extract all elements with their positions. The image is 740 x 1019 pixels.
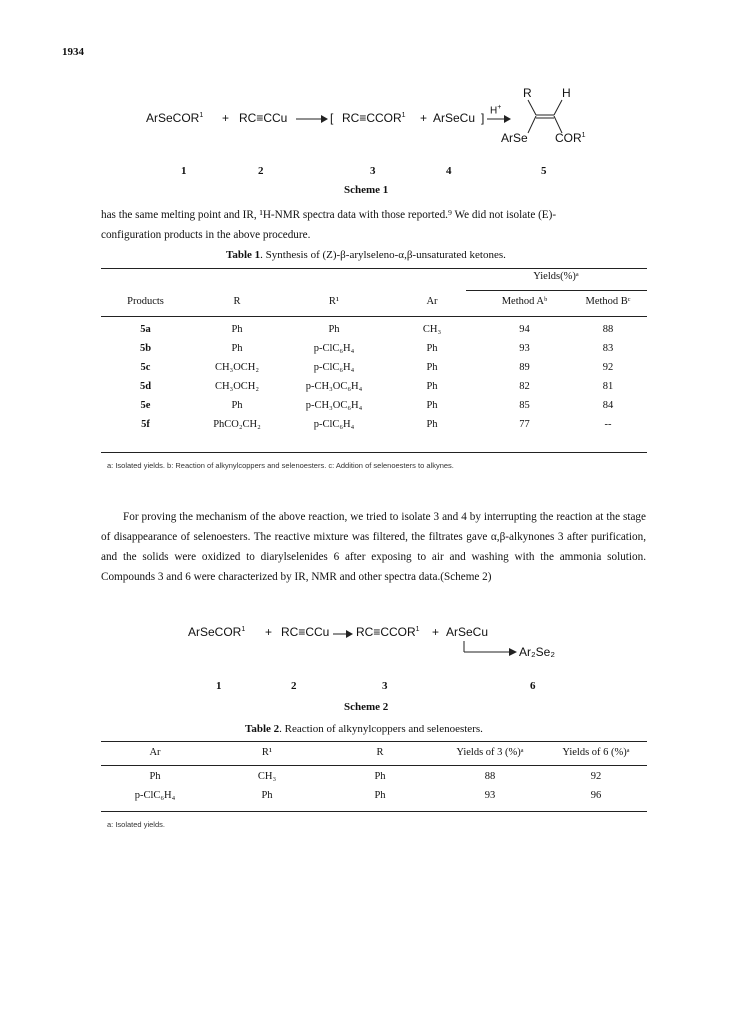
table2-footnote: a: Isolated yields. [107, 820, 165, 829]
table2-bottom-rule [101, 811, 647, 812]
table1-cell: 84 [602, 400, 614, 411]
table-row [101, 339, 647, 358]
scheme2-plus-2: + [432, 625, 440, 639]
table1-cell: p-CH₃OC₆H₄ [305, 400, 363, 411]
table1-cell: 83 [602, 343, 614, 354]
scheme1-plus: + [222, 111, 230, 125]
paragraph-2: For proving the mechanism of the above reaction, we tried to isolate 3 and 4 by interrupting the reaction at the stage of disappearance of selenoesters. The reactive mixture was filtered, the filtrates gave α,β-alkynones 3 after purification, and the solids were oxidized to diarylselenides 6 after exposing to air and washing with the ammonia solution. Compounds 3 and 6 were characterized by IR, NMR and other spectra data.(Scheme 2) [101, 511, 646, 583]
table1-cell: CH₃ [422, 324, 442, 335]
table1-cell: PhCO₂CH₂ [213, 419, 261, 430]
scheme1-product-cor: COR$^1$ [555, 131, 586, 145]
table1 [101, 292, 647, 311]
scheme2-product-alkynone: $RC\equiv CCOR^1$ [356, 625, 420, 639]
table2-caption: Table 2. Reaction of alkynylcoppers and selenoesters. [245, 723, 483, 735]
table-row [101, 396, 647, 415]
table1-cell: CH₃OCH₂ [214, 381, 260, 392]
table2-cell: 88 [484, 771, 496, 782]
table1-product: 5f [141, 419, 150, 430]
scheme2-arrow [332, 629, 354, 639]
table1-header: Method Bᶜ [585, 296, 631, 307]
paragraph-1-line: configuration products in the above procedure. [101, 229, 311, 241]
table2-cell: p-ClC₆H₄ [134, 790, 176, 801]
table1-header-rule [101, 316, 647, 317]
scheme1-product-arse: ArSe [501, 131, 528, 145]
scheme2-oxidation-arrow [462, 640, 518, 658]
table1-header: R¹ [328, 296, 340, 307]
scheme1-product-h: H [562, 86, 571, 100]
scheme1-intermediate-alkynone: $RC\equiv CCOR^1$ [342, 111, 406, 125]
scheme2-caption: Scheme 2 [344, 701, 389, 713]
table1-cell: Ph [426, 362, 438, 373]
paragraph-1 [101, 205, 646, 245]
table1-product: 5d [139, 381, 152, 392]
scheme1-reagent-proton: H+ [490, 104, 502, 117]
table2-cell: Ph [149, 771, 161, 782]
table1-cell: Ph [231, 343, 243, 354]
table-row [101, 767, 647, 786]
page-number: 1934 [62, 46, 84, 58]
scheme1-compound-number: 5 [541, 165, 547, 177]
table1-top-rule [101, 268, 647, 269]
table2-body [101, 767, 647, 805]
scheme2-reactant-alkynylcopper: RC≡CCu [281, 625, 330, 639]
table2-header-row [101, 743, 647, 762]
table2-cell: Ph [374, 771, 386, 782]
table1-cell: Ph [426, 381, 438, 392]
table1-header: Products [127, 296, 164, 307]
table1-cell: 88 [602, 324, 614, 335]
table-row [101, 358, 647, 377]
table1-cell: Ph [426, 343, 438, 354]
scheme1-compound-number: 1 [181, 165, 187, 177]
table1-header-row [101, 292, 647, 311]
scheme-1 [0, 0, 740, 200]
table1-cell: CH₃OCH₂ [214, 362, 260, 373]
table1-cell: 82 [519, 381, 530, 392]
scheme2-product-arsecu: ArSeCu [446, 625, 489, 639]
table1-product: 5c [140, 362, 151, 373]
table1-cell: 92 [602, 362, 614, 373]
scheme1-arrow-2 [486, 114, 512, 124]
table2-cell: Ph [374, 790, 386, 801]
table2-cell: 93 [484, 790, 496, 801]
table1-cell: Ph [231, 324, 243, 335]
scheme1-compound-number: 4 [446, 165, 452, 177]
table1-cell: p-ClC₆H₄ [313, 343, 355, 354]
scheme2-compound-number: 2 [291, 680, 297, 692]
scheme1-caption: Scheme 1 [344, 184, 389, 196]
table2-header-rule [101, 765, 647, 766]
table1-group-header: Yields(%)ᵃ [533, 271, 579, 282]
table1-cell: Ph [426, 400, 438, 411]
table-row [101, 377, 647, 396]
table2-cell: Ph [261, 790, 273, 801]
table1-body [101, 320, 647, 434]
table1-cell: p-ClC₆H₄ [313, 362, 355, 373]
table1-footnote: a: Isolated yields. b: Reaction of alkynylcoppers and selenoesters. c: Addition of selenoesters to alkynes. [107, 461, 454, 470]
scheme-2 [0, 600, 740, 720]
table1-cell: Ph [328, 324, 340, 335]
table1-cell: Ph [231, 400, 243, 411]
table1-cell: 93 [519, 343, 530, 354]
table2-header: Yields of 6 (%)ᵃ [562, 747, 630, 758]
scheme2-plus: + [265, 625, 273, 639]
table2-cell: CH₃ [257, 771, 277, 782]
scheme1-plus-2: + [420, 111, 428, 125]
table1-header: Method Aᵇ [501, 296, 548, 307]
scheme1-compound-number: 2 [258, 165, 264, 177]
table1-group-rule [466, 290, 647, 291]
table1-header: Ar [426, 296, 438, 307]
table2-header: Ar [149, 747, 161, 758]
scheme1-intermediate-arsecu: ArSeCu [433, 111, 476, 125]
scheme1-reactant-selenoester: ArSeCOR$^1$ [146, 111, 204, 125]
scheme1-reactant-alkynylcopper: RC≡CCu [239, 111, 288, 125]
scheme1-bracket-open: [ [330, 111, 334, 125]
scheme1-arrow [295, 114, 329, 124]
scheme2-reactant-selenoester: ArSeCOR$^1$ [188, 625, 246, 639]
table2-header: R¹ [261, 747, 273, 758]
table2-header: Yields of 3 (%)ᵃ [456, 747, 524, 758]
paragraph-1-line: has the same melting point and IR, ¹H-NMR spectra data with those reported.⁹ We did not isolate (E)- [101, 209, 557, 221]
table1-cell: 85 [519, 400, 530, 411]
table1-cell: 89 [519, 362, 530, 373]
table1-header: R [233, 296, 241, 307]
table-row [101, 786, 647, 805]
table1-cell: 81 [602, 381, 614, 392]
table1-cell: p-CH₃OC₆H₄ [305, 381, 363, 392]
scheme2-compound-number: 6 [530, 680, 536, 692]
scheme1-bracket-close: ] [481, 111, 485, 125]
table1-cell: Ph [426, 419, 438, 430]
scheme1-compound-number: 3 [370, 165, 376, 177]
table1-product: 5a [140, 324, 151, 335]
scheme2-product-diselenide: Ar₂Se₂ [519, 645, 555, 659]
table1-cell: 77 [519, 419, 530, 430]
table1-product: 5e [140, 400, 151, 411]
table1-bottom-rule [101, 452, 647, 453]
table1-caption: Table 1. Synthesis of (Z)-β-arylseleno-α,β-unsaturated ketones. [226, 249, 506, 261]
table2-header: R [376, 747, 384, 758]
table-row [101, 320, 647, 339]
table2-cell: 96 [590, 790, 602, 801]
scheme2-compound-number: 3 [382, 680, 388, 692]
table2 [101, 743, 647, 762]
table-row [101, 415, 647, 434]
table1-cell: -- [604, 419, 612, 430]
scheme1-product-r: R [523, 86, 532, 100]
table2-cell: 92 [590, 771, 602, 782]
scheme2-compound-number: 1 [216, 680, 222, 692]
table2-top-rule [101, 741, 647, 742]
table1-product: 5b [139, 343, 152, 354]
table1-cell: p-ClC₆H₄ [313, 419, 355, 430]
table1-cell: 94 [519, 324, 530, 335]
